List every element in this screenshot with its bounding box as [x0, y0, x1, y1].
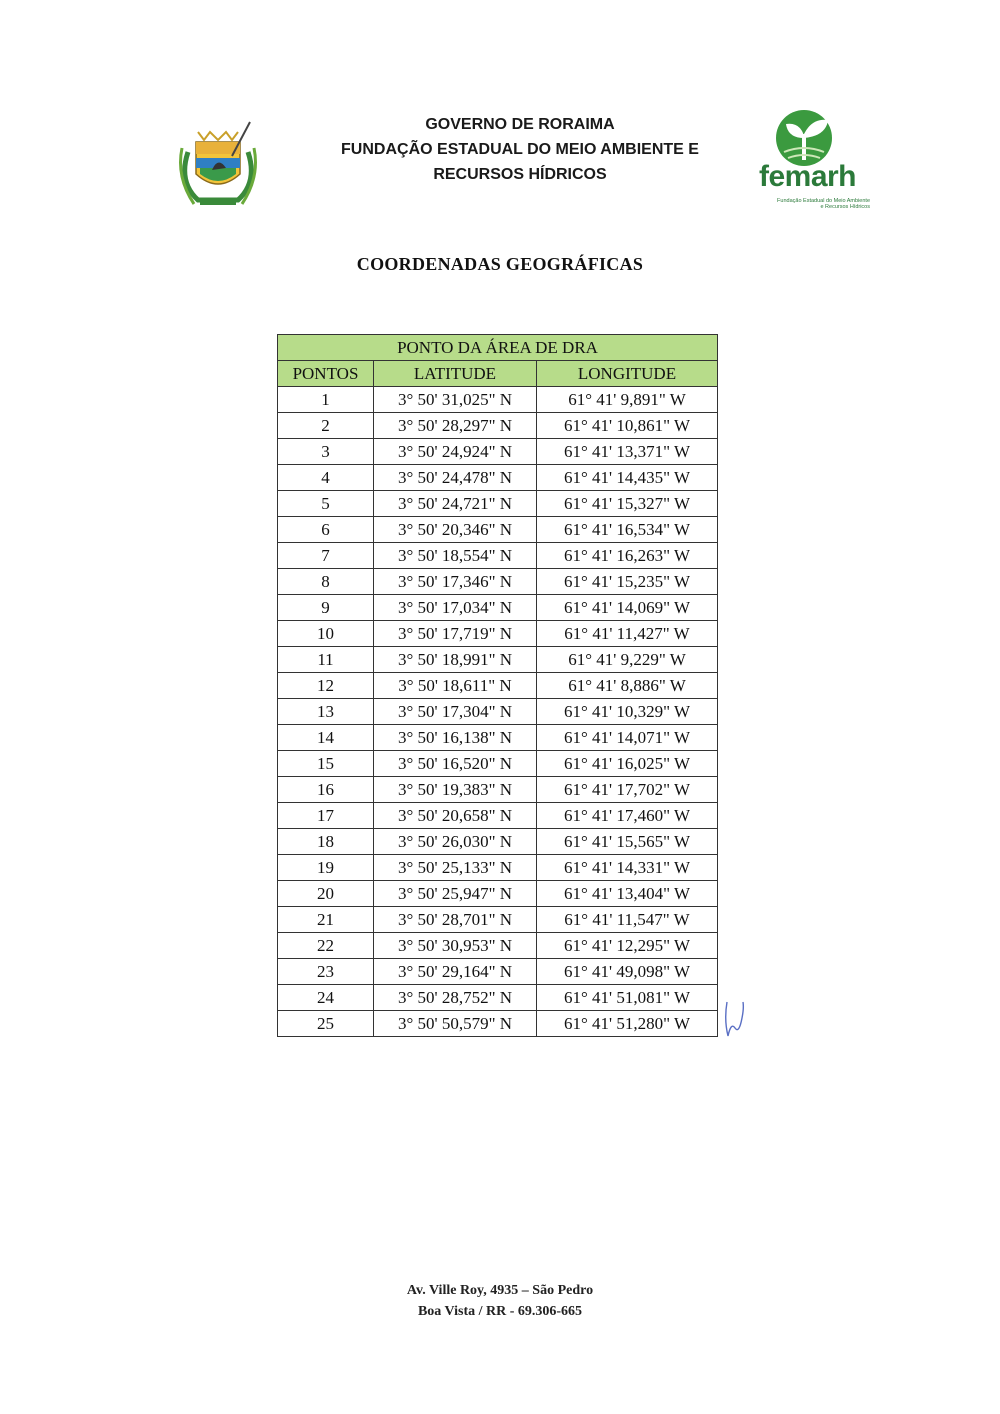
table-row — [278, 517, 718, 543]
point-number-cell: 2 — [278, 413, 374, 439]
point-number-cell: 5 — [278, 491, 374, 517]
column-header-longitude: LONGITUDE — [537, 361, 718, 387]
table-row — [278, 933, 718, 959]
table-row — [278, 829, 718, 855]
latitude-cell: 3° 50' 29,164" N — [374, 959, 537, 985]
point-number-cell: 18 — [278, 829, 374, 855]
table-row — [278, 387, 718, 413]
letterhead-line-3: RECURSOS HÍDRICOS — [433, 166, 607, 183]
latitude-cell: 3° 50' 17,346" N — [374, 569, 537, 595]
latitude-cell: 3° 50' 17,304" N — [374, 699, 537, 725]
longitude-cell: 61° 41' 15,565" W — [537, 829, 718, 855]
point-number-cell: 3 — [278, 439, 374, 465]
longitude-cell: 61° 41' 11,547" W — [537, 907, 718, 933]
longitude-cell: 61° 41' 13,404" W — [537, 881, 718, 907]
femarh-sprout-icon — [740, 108, 875, 168]
point-number-cell: 12 — [278, 673, 374, 699]
longitude-cell: 61° 41' 9,891" W — [537, 387, 718, 413]
handwritten-initials-icon — [722, 998, 748, 1040]
latitude-cell: 3° 50' 17,034" N — [374, 595, 537, 621]
longitude-cell: 61° 41' 51,280" W — [537, 1011, 718, 1037]
table-row — [278, 413, 718, 439]
letterhead — [160, 108, 880, 218]
point-number-cell: 16 — [278, 777, 374, 803]
table-row — [278, 985, 718, 1011]
longitude-cell: 61° 41' 16,263" W — [537, 543, 718, 569]
latitude-cell: 3° 50' 24,721" N — [374, 491, 537, 517]
latitude-cell: 3° 50' 26,030" N — [374, 829, 537, 855]
femarh-tagline — [750, 198, 870, 210]
latitude-cell: 3° 50' 18,554" N — [374, 543, 537, 569]
column-header-latitude: LATITUDE — [374, 361, 537, 387]
table-row — [278, 1011, 718, 1037]
table-row — [278, 855, 718, 881]
longitude-cell: 61° 41' 17,460" W — [537, 803, 718, 829]
longitude-cell: 61° 41' 14,071" W — [537, 725, 718, 751]
latitude-cell: 3° 50' 20,658" N — [374, 803, 537, 829]
femarh-tagline-line-1: Fundação Estadual do Meio Ambiente — [777, 198, 870, 204]
latitude-cell: 3° 50' 24,478" N — [374, 465, 537, 491]
longitude-cell: 61° 41' 10,329" W — [537, 699, 718, 725]
latitude-cell: 3° 50' 28,701" N — [374, 907, 537, 933]
table-row — [278, 777, 718, 803]
point-number-cell: 11 — [278, 647, 374, 673]
longitude-cell: 61° 41' 8,886" W — [537, 673, 718, 699]
table-row — [278, 881, 718, 907]
longitude-cell: 61° 41' 13,371" W — [537, 439, 718, 465]
longitude-cell: 61° 41' 12,295" W — [537, 933, 718, 959]
longitude-cell: 61° 41' 15,235" W — [537, 569, 718, 595]
latitude-cell: 3° 50' 16,138" N — [374, 725, 537, 751]
latitude-cell: 3° 50' 28,297" N — [374, 413, 537, 439]
page-footer — [0, 1280, 1000, 1322]
latitude-cell: 3° 50' 24,924" N — [374, 439, 537, 465]
letterhead-line-1: GOVERNO DE RORAIMA — [425, 116, 615, 133]
point-number-cell: 7 — [278, 543, 374, 569]
table-body — [278, 387, 718, 1037]
point-number-cell: 20 — [278, 881, 374, 907]
point-number-cell: 10 — [278, 621, 374, 647]
table-row — [278, 907, 718, 933]
point-number-cell: 19 — [278, 855, 374, 881]
longitude-cell: 61° 41' 15,327" W — [537, 491, 718, 517]
table-row — [278, 465, 718, 491]
femarh-logo — [740, 108, 875, 223]
point-number-cell: 13 — [278, 699, 374, 725]
table-row — [278, 491, 718, 517]
table-row — [278, 959, 718, 985]
latitude-cell: 3° 50' 19,383" N — [374, 777, 537, 803]
latitude-cell: 3° 50' 20,346" N — [374, 517, 537, 543]
latitude-cell: 3° 50' 25,947" N — [374, 881, 537, 907]
longitude-cell: 61° 41' 9,229" W — [537, 647, 718, 673]
table-row — [278, 647, 718, 673]
table-row — [278, 595, 718, 621]
longitude-cell: 61° 41' 16,534" W — [537, 517, 718, 543]
longitude-cell: 61° 41' 11,427" W — [537, 621, 718, 647]
latitude-cell: 3° 50' 31,025" N — [374, 387, 537, 413]
table-row — [278, 725, 718, 751]
longitude-cell: 61° 41' 14,331" W — [537, 855, 718, 881]
column-header-pontos: PONTOS — [278, 361, 374, 387]
point-number-cell: 1 — [278, 387, 374, 413]
point-number-cell: 21 — [278, 907, 374, 933]
footer-city: Boa Vista / RR - 69.306-665 — [417, 1304, 583, 1319]
table-row — [278, 803, 718, 829]
table-row — [278, 543, 718, 569]
longitude-cell: 61° 41' 17,702" W — [537, 777, 718, 803]
point-number-cell: 14 — [278, 725, 374, 751]
latitude-cell: 3° 50' 25,133" N — [374, 855, 537, 881]
femarh-wordmark: femarh — [758, 160, 857, 193]
letterhead-text — [280, 112, 760, 187]
table-row — [278, 673, 718, 699]
latitude-cell: 3° 50' 30,953" N — [374, 933, 537, 959]
latitude-cell: 3° 50' 18,611" N — [374, 673, 537, 699]
latitude-cell: 3° 50' 28,752" N — [374, 985, 537, 1011]
latitude-cell: 3° 50' 17,719" N — [374, 621, 537, 647]
longitude-cell: 61° 41' 14,069" W — [537, 595, 718, 621]
point-number-cell: 4 — [278, 465, 374, 491]
point-number-cell: 25 — [278, 1011, 374, 1037]
longitude-cell: 61° 41' 51,081" W — [537, 985, 718, 1011]
latitude-cell: 3° 50' 16,520" N — [374, 751, 537, 777]
table-row — [278, 751, 718, 777]
table-row — [278, 439, 718, 465]
longitude-cell: 61° 41' 49,098" W — [537, 959, 718, 985]
point-number-cell: 9 — [278, 595, 374, 621]
coordinates-table — [277, 334, 718, 1037]
footer-address: Av. Ville Roy, 4935 – São Pedro — [406, 1283, 594, 1298]
point-number-cell: 6 — [278, 517, 374, 543]
point-number-cell: 8 — [278, 569, 374, 595]
latitude-cell: 3° 50' 50,579" N — [374, 1011, 537, 1037]
table-row — [278, 621, 718, 647]
point-number-cell: 22 — [278, 933, 374, 959]
coat-of-arms-icon — [168, 112, 268, 212]
point-number-cell: 15 — [278, 751, 374, 777]
point-number-cell: 17 — [278, 803, 374, 829]
table-row — [278, 699, 718, 725]
table-row — [278, 569, 718, 595]
longitude-cell: 61° 41' 16,025" W — [537, 751, 718, 777]
point-number-cell: 23 — [278, 959, 374, 985]
page-title: COORDENADAS GEOGRÁFICAS — [356, 254, 644, 274]
letterhead-line-2: FUNDAÇÃO ESTADUAL DO MEIO AMBIENTE E — [341, 141, 699, 158]
latitude-cell: 3° 50' 18,991" N — [374, 647, 537, 673]
table-group-header: PONTO DA ÁREA DE DRA — [278, 335, 718, 361]
longitude-cell: 61° 41' 10,861" W — [537, 413, 718, 439]
point-number-cell: 24 — [278, 985, 374, 1011]
longitude-cell: 61° 41' 14,435" W — [537, 465, 718, 491]
femarh-tagline-line-2: e Recursos Hídricos — [820, 204, 870, 210]
